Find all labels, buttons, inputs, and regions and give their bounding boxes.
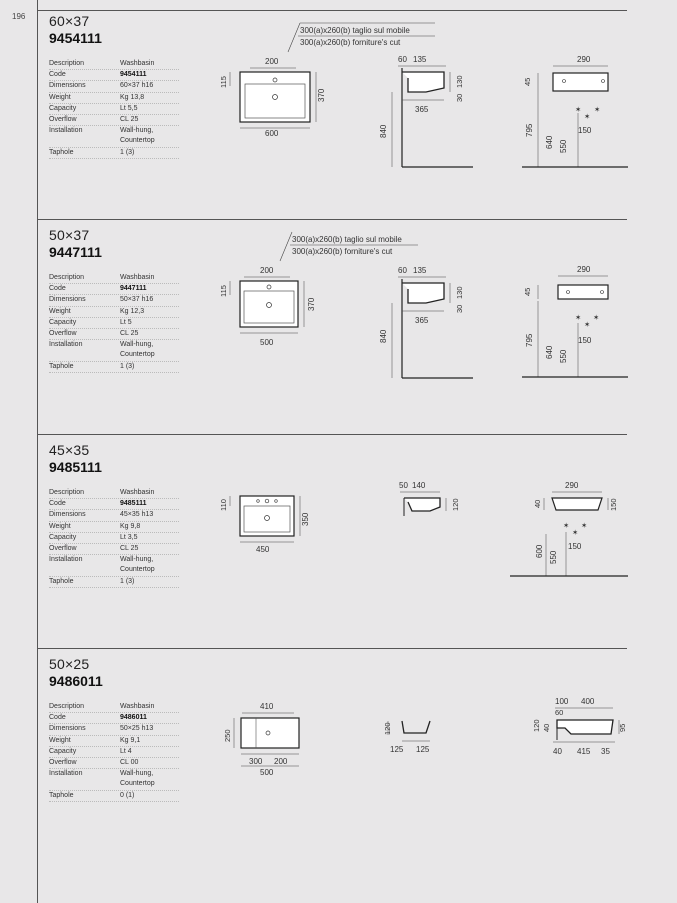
product-size: 45×35: [49, 442, 90, 458]
dim-label: 100: [555, 697, 569, 706]
side-view-drawing: [398, 480, 478, 530]
dim-label: 450: [256, 545, 270, 554]
spec-value: CL 25: [120, 545, 139, 553]
spec-row: [49, 295, 179, 306]
spec-row: [49, 104, 179, 115]
spec-value: Kg 9,1: [120, 736, 141, 744]
spec-key: Taphole: [49, 791, 74, 799]
spec-value: Lt 5,5: [120, 104, 138, 112]
spec-value: Lt 4: [120, 747, 132, 755]
spec-key: Installation: [49, 556, 83, 564]
svg-text:✶: ✶: [594, 105, 601, 114]
dim-label: 365: [415, 316, 429, 325]
spec-row: [49, 70, 179, 81]
spec-value: CL 25: [120, 116, 139, 124]
svg-text:✶: ✶: [563, 521, 570, 530]
dim-label: 110: [219, 499, 228, 511]
spec-value: Kg 9,8: [120, 522, 141, 530]
spec-row: [49, 533, 179, 544]
side-view-drawing: [378, 52, 488, 172]
cut-note-2: 300(a)x260(b) forniture's cut: [300, 38, 401, 47]
dim-label: 120: [451, 498, 460, 511]
dim-label: 130: [455, 75, 464, 88]
dim-label: 550: [559, 139, 568, 153]
spec-row: [49, 340, 179, 361]
spec-row: [49, 126, 179, 147]
spec-value: 50×25 h13: [120, 725, 154, 733]
spec-key: Dimensions: [49, 82, 86, 90]
dim-label: 840: [379, 329, 388, 343]
spec-table: [49, 488, 179, 588]
dim-label: 290: [577, 265, 591, 274]
dim-label: 370: [307, 297, 316, 311]
dim-label: 140: [412, 481, 426, 490]
dim-label: 500: [260, 768, 274, 777]
dim-label: 135: [413, 55, 427, 64]
spec-key: Overflow: [49, 116, 77, 124]
svg-text:✶: ✶: [593, 313, 600, 322]
spec-row: [49, 499, 179, 510]
spec-key: Code: [49, 500, 66, 508]
dim-label: 45: [523, 287, 532, 296]
spec-value: 45×35 h13: [120, 511, 154, 519]
product-code: 9486011: [49, 673, 103, 689]
top-view-drawing: [219, 492, 320, 562]
svg-text:✶: ✶: [575, 313, 582, 322]
svg-text:✶: ✶: [584, 112, 591, 121]
spec-key: Dimensions: [49, 296, 86, 304]
product-code: 9447111: [49, 244, 102, 260]
spec-key: Description: [49, 703, 85, 710]
dim-label: 200: [260, 266, 274, 275]
dim-label: 350: [301, 512, 310, 526]
dim-label: 250: [223, 729, 232, 742]
spec-row: [49, 318, 179, 329]
spec-key: Capacity: [49, 318, 77, 326]
spec-key: Weight: [49, 736, 71, 744]
spec-value: 9485111: [120, 500, 147, 508]
front-view-drawing: [520, 265, 630, 385]
spec-table: [49, 59, 179, 159]
spec-value: 9454111: [120, 71, 147, 79]
spec-key: Dimensions: [49, 511, 86, 519]
dim-label: 125: [416, 745, 430, 754]
spec-value: CL 25: [120, 330, 139, 338]
spec-row: [49, 510, 179, 521]
spec-row: [49, 284, 179, 295]
spec-key: Installation: [49, 127, 83, 135]
spec-key: Weight: [49, 307, 71, 315]
product-code: 9485111: [49, 459, 102, 475]
dim-label: 45: [523, 77, 532, 86]
svg-text:✶: ✶: [572, 528, 579, 537]
spec-value: Washbasin: [120, 60, 155, 67]
spec-row: [49, 577, 179, 588]
dim-label: 150: [578, 336, 592, 345]
spec-key: Dimensions: [49, 725, 86, 733]
spec-value: 0 (1): [120, 791, 135, 799]
dim-label: 50: [399, 481, 408, 490]
dim-label: 60: [398, 266, 407, 275]
spec-key: Code: [49, 714, 66, 722]
dim-label: 400: [581, 697, 595, 706]
spec-row: [49, 59, 179, 70]
dim-label: 550: [549, 550, 558, 564]
dim-label: 130: [455, 286, 464, 299]
side-view-drawing: [378, 263, 488, 383]
front-view-drawing: [520, 55, 630, 175]
spec-key: Code: [49, 71, 66, 79]
dim-label: 290: [577, 55, 591, 64]
spec-key: Capacity: [49, 104, 77, 112]
dim-label: 95: [618, 723, 627, 732]
spec-key: Description: [49, 274, 85, 281]
spec-value: Washbasin: [120, 274, 155, 281]
dim-label: 795: [525, 333, 534, 347]
spec-value: Kg 13,8: [120, 93, 145, 101]
spec-value: Wall-hung, Countertop: [120, 341, 155, 359]
spec-key: Capacity: [49, 533, 77, 541]
spec-row: [49, 713, 179, 724]
spec-row: [49, 747, 179, 758]
dim-label: 550: [559, 349, 568, 363]
dim-label: 840: [379, 124, 388, 138]
spec-row: [49, 329, 179, 340]
section-divider: [37, 648, 627, 649]
dim-label: 35: [601, 747, 610, 756]
spec-value: Lt 3,5: [120, 533, 138, 541]
spec-value: 1 (3): [120, 362, 135, 370]
spec-row: [49, 555, 179, 576]
spec-key: Taphole: [49, 148, 74, 156]
spec-key: Capacity: [49, 747, 77, 755]
dim-label: 120: [383, 722, 392, 735]
spec-value: 9486011: [120, 714, 147, 722]
spec-row: [49, 522, 179, 533]
dim-label: 135: [413, 266, 427, 275]
spec-key: Description: [49, 489, 85, 496]
product-code: 9454111: [49, 30, 102, 46]
dim-label: 40: [553, 747, 562, 756]
spec-value: Kg 12,3: [120, 307, 145, 315]
dim-label: 150: [568, 542, 582, 551]
spec-value: Wall-hung, Countertop: [120, 127, 155, 145]
svg-text:✶: ✶: [584, 320, 591, 329]
page-number: 196: [12, 12, 26, 21]
dim-label: 600: [265, 129, 279, 138]
spec-row: [49, 273, 179, 284]
dim-label: 795: [525, 123, 534, 137]
dim-label: 120: [532, 719, 541, 732]
dim-label: 150: [578, 126, 592, 135]
spec-key: Overflow: [49, 545, 77, 553]
spec-row: [49, 307, 179, 318]
dim-label: 40: [533, 499, 542, 508]
cut-note-1: 300(a)x260(b) taglio sul mobile: [292, 235, 402, 244]
dim-label: 115: [219, 285, 228, 297]
dim-label: 600: [535, 544, 544, 558]
side-view-drawing: [380, 715, 440, 765]
spec-row: [49, 702, 179, 713]
spec-row: [49, 769, 179, 790]
top-view-drawing: [223, 700, 318, 780]
cut-note-2: 300(a)x260(b) forniture's cut: [292, 247, 393, 256]
dim-label: 200: [265, 57, 279, 66]
section-divider: [37, 434, 627, 435]
spec-key: Installation: [49, 770, 83, 778]
dim-label: 200: [274, 757, 288, 766]
svg-text:✶: ✶: [575, 105, 582, 114]
spec-table: [49, 702, 179, 802]
dim-label: 60: [398, 55, 407, 64]
spec-value: Lt 5: [120, 318, 132, 326]
product-size: 50×25: [49, 656, 90, 672]
dim-label: 150: [609, 498, 618, 511]
spec-row: [49, 758, 179, 769]
spec-row: [49, 115, 179, 126]
spec-key: Overflow: [49, 759, 77, 767]
dim-label: 290: [565, 481, 579, 490]
svg-text:✶: ✶: [581, 521, 588, 530]
dim-label: 500: [260, 338, 274, 347]
spec-key: Overflow: [49, 330, 77, 338]
spec-value: Washbasin: [120, 489, 155, 496]
spec-row: [49, 93, 179, 104]
spec-value: 9447111: [120, 285, 147, 293]
cut-note-1: 300(a)x260(b) taglio sul mobile: [300, 26, 410, 35]
dim-label: 640: [545, 345, 554, 359]
spec-value: CL 00: [120, 759, 139, 767]
spec-key: Code: [49, 285, 66, 293]
spec-row: [49, 488, 179, 499]
dim-label: 410: [260, 702, 274, 711]
dim-label: 60: [555, 708, 564, 717]
dim-label: 115: [219, 76, 228, 88]
dim-label: 40: [542, 723, 551, 732]
section-divider: [37, 219, 627, 220]
front-view-drawing: [525, 696, 635, 766]
spec-value: 1 (3): [120, 577, 135, 585]
spec-value: Wall-hung, Countertop: [120, 556, 155, 574]
spec-row: [49, 791, 179, 802]
spec-row: [49, 724, 179, 735]
front-view-drawing: [510, 478, 630, 583]
product-size: 50×37: [49, 227, 90, 243]
dim-label: 30: [455, 304, 464, 313]
product-size: 60×37: [49, 13, 90, 29]
spec-key: Installation: [49, 341, 83, 349]
spec-value: Washbasin: [120, 703, 155, 710]
spec-key: Weight: [49, 93, 71, 101]
dim-label: 300: [249, 757, 263, 766]
dim-label: 30: [455, 93, 464, 102]
spec-row: [49, 544, 179, 555]
spec-key: Description: [49, 60, 85, 67]
spec-value: 60×37 h16: [120, 82, 154, 90]
spec-row: [49, 148, 179, 159]
spec-key: Taphole: [49, 362, 74, 370]
spec-key: Taphole: [49, 577, 74, 585]
dim-label: 640: [545, 135, 554, 149]
spec-value: 50×37 h16: [120, 296, 154, 304]
spec-value: Wall-hung, Countertop: [120, 770, 155, 788]
dim-label: 370: [317, 88, 326, 102]
dim-label: 415: [577, 747, 591, 756]
spec-row: [49, 362, 179, 373]
spec-row: [49, 736, 179, 747]
spec-value: 1 (3): [120, 148, 135, 156]
section-divider: [37, 10, 627, 11]
dim-label: 125: [390, 745, 404, 754]
dim-label: 365: [415, 105, 429, 114]
spec-key: Weight: [49, 522, 71, 530]
spec-row: [49, 81, 179, 92]
spec-table: [49, 273, 179, 373]
